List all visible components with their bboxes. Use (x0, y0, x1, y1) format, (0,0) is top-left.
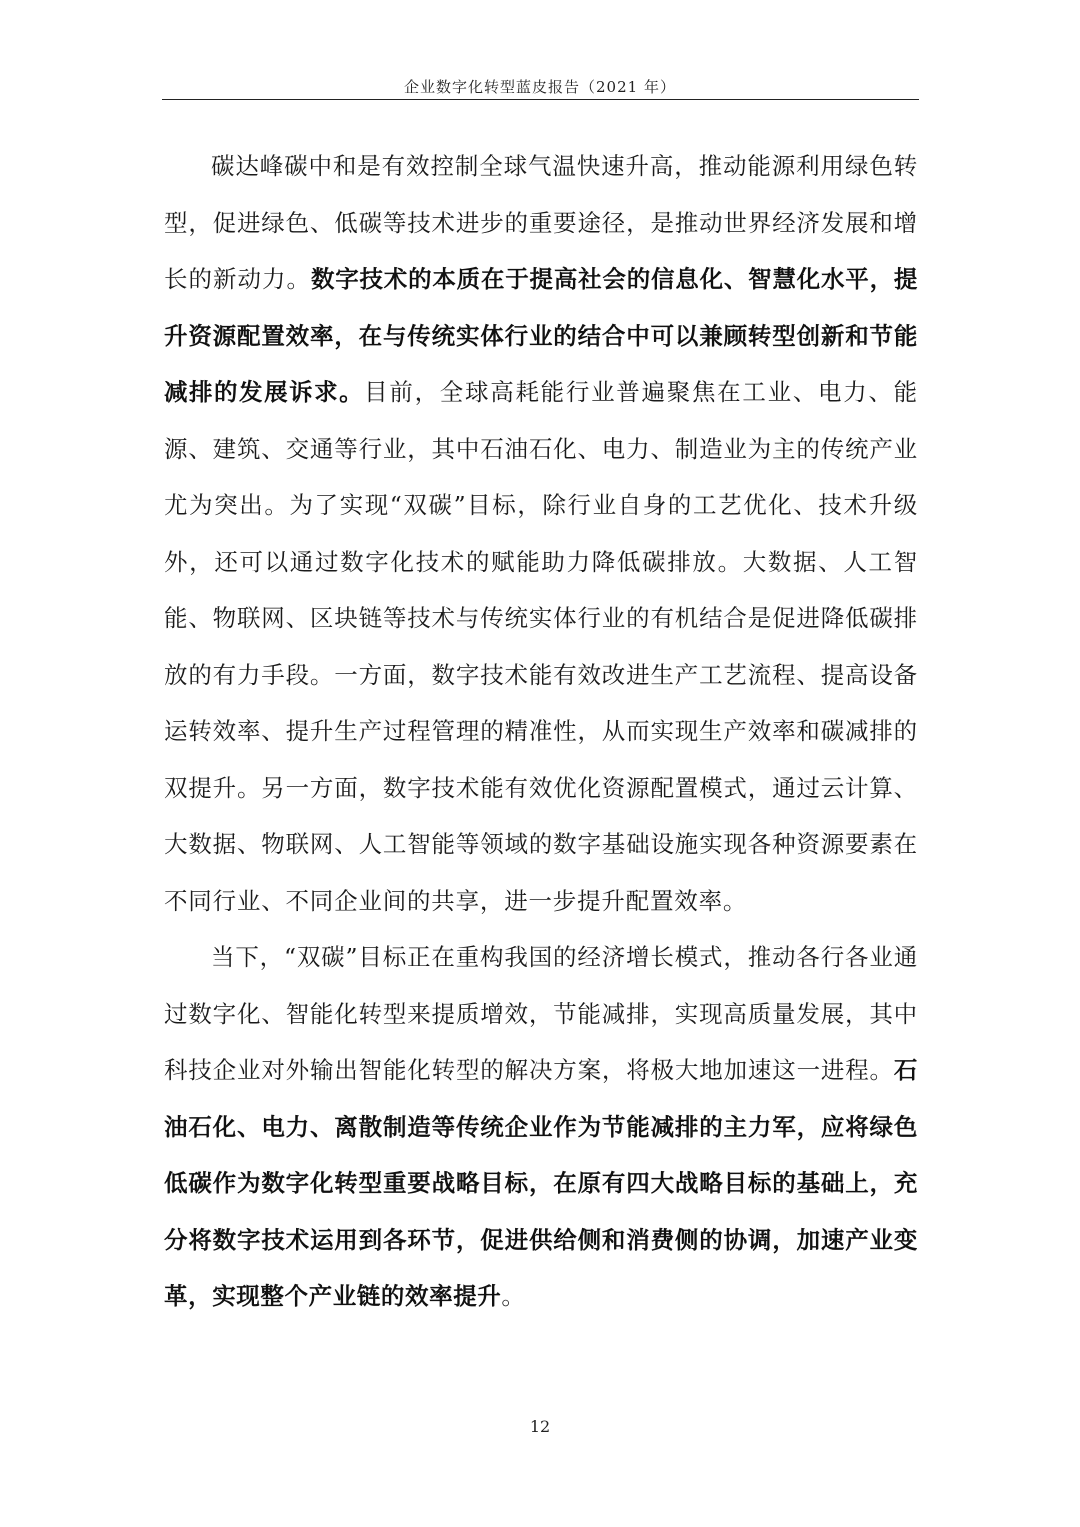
running-header: 企业数字化转型蓝皮报告（2021 年） (404, 78, 676, 96)
document-body (164, 138, 918, 1325)
header-divider (162, 99, 919, 100)
paragraph-2-end-punctuation: 。 (501, 1282, 526, 1310)
paragraph-carbon-neutrality (164, 138, 918, 929)
paragraph-2-intro-text: 当下，“双碳”目标正在重构我国的经济增长模式，推动各行各业通过数字化、智能化转型来提质增效，节能减排，实现高质量发展，其中科技企业对外输出智能化转型的解决方案，将极大地加速这一进程。 (164, 943, 918, 1084)
paragraph-1-bold-statement: 数字技术的本质在于提高社会的信息化、智慧化水平，提升资源配置效率，在与传统实体行业的结合中可以兼顾转型创新和节能减排的发展诉求。 (164, 265, 918, 406)
paragraph-2-bold-statement: 石油石化、电力、离散制造等传统企业作为节能减排的主力军，应将绿色低碳作为数字化转型重要战略目标，在原有四大战略目标的基础上，充分将数字技术运用到各环节，促进供给侧和消费侧的协调，加速产业变革，实现整个产业链的效率提升 (164, 1056, 918, 1310)
paragraph-1-intro-text: 碳达峰碳中和是有效控制全球气温快速升高，推动能源利用绿色转型，促进绿色、低碳等技术进步的重要途径，是推动世界经济发展和增长的新动力。 (164, 152, 918, 293)
paragraph-dual-carbon-goals (164, 929, 918, 1325)
page-number: 12 (529, 1417, 551, 1436)
paragraph-1-body-text: 目前，全球高耗能行业普遍聚焦在工业、电力、能源、建筑、交通等行业，其中石油石化、电力、制造业为主的传统产业尤为突出。为了实现“双碳”目标，除行业自身的工艺优化、技术升级外，还可以通过数字化技术的赋能助力降低碳排放。大数据、人工智能、物联网、区块链等技术与传统实体行业的有机结合是促进降低碳排放的有力手段。一方面，数字技术能有效改进生产工艺流程、提高设备运转效率、提升生产过程管理的精准性，从而实现生产效率和碳减排的双提升。另一方面，数字技术能有效优化资源配置模式，通过云计算、大数据、物联网、人工智能等领域的数字基础设施实现各种资源要素在不同行业、不同企业间的共享，进一步提升配置效率。 (164, 378, 918, 915)
